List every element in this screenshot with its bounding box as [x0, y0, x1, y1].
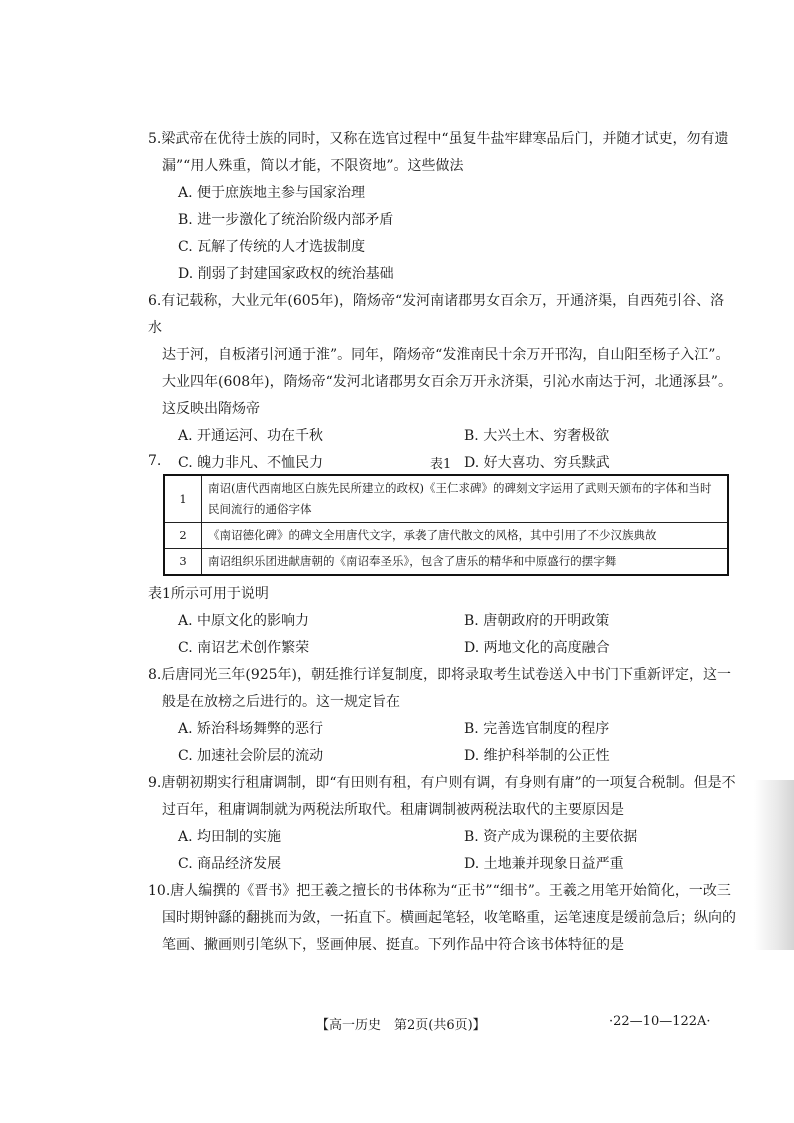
q8-option-d[interactable]: D. 维护科举制的公正性: [464, 748, 610, 764]
q6-options-row1: [148, 423, 738, 450]
q5-option-c[interactable]: C. 瓦解了传统的人才选拔制度: [178, 239, 366, 255]
q7-option-d[interactable]: D. 两地文化的高度融合: [464, 640, 610, 656]
q10-stem-line2: 国时期钟繇的翻挑而为敛，一拓直下。横画起笔轻，收笔略重，运笔速度是缓前急后；纵向的: [162, 910, 736, 926]
table-1-title: 表1: [430, 457, 452, 472]
question-8: [148, 662, 738, 770]
question-9: [148, 770, 738, 878]
table-row: [164, 475, 728, 523]
q8-stem-line2: 般是在放榜之后进行的。这一规定旨在: [162, 694, 400, 710]
question-5: [148, 126, 738, 288]
q7-options-row1: [148, 608, 738, 635]
q6-stem-line1: 6.有记载称，大业元年(605年)，隋炀帝“发河南诸郡男女百余万，开通济渠，自西苑引谷、洛水: [148, 293, 725, 336]
question-10: [148, 878, 738, 959]
q9-options-row2: [148, 851, 738, 878]
q7-stem: 表1所示可用于说明: [148, 586, 269, 602]
q9-option-d[interactable]: D. 土地兼并现象日益严重: [464, 856, 624, 872]
page-footer-title: 【高一历史 第2页(共6页)】: [316, 1018, 486, 1033]
q7-options-row2: [148, 635, 738, 662]
q5-option-a[interactable]: A. 便于庶族地主参与国家治理: [178, 185, 366, 201]
question-6: [148, 288, 738, 477]
q9-stem-line2: 过百年，租庸调制就为两税法所取代。租庸调制被两税法取代的主要原因是: [162, 802, 624, 818]
q8-options-row2: [148, 743, 738, 770]
q9-option-a[interactable]: A. 均田制的实施: [178, 829, 282, 845]
q7-option-a[interactable]: A. 中原文化的影响力: [178, 613, 310, 629]
table-row-number: 1: [164, 475, 202, 523]
table-row-text: 南诏(唐代西南地区白族先民所建立的政权)《王仁求碑》的碑刻文字运用了武则天颁布的字体和当时民间流行的通俗字体: [202, 475, 729, 523]
q6-option-d[interactable]: D. 好大喜功、穷兵黩武: [464, 455, 610, 471]
q8-options-row1: [148, 716, 738, 743]
table-row-text: 《南诏德化碑》的碑文全用唐代文字，承袭了唐代散文的风格，其中引用了不少汉族典故: [202, 523, 729, 549]
q6-stem-line3: 大业四年(608年)，隋炀帝“发河北诸郡男女百余万开永济渠，引沁水南达于河，北通涿县”。: [162, 374, 732, 390]
q8-stem-line1: 8.后唐同光三年(925年)，朝廷推行详复制度，即将录取考生试卷送入中书门下重新评定，这一: [148, 667, 732, 683]
q10-stem-line3: 笔画、撇画则引笔纵下，竖画伸展、挺直。下列作品中符合该书体特征的是: [162, 937, 624, 953]
q8-option-a[interactable]: A. 矫治科场舞弊的恶行: [178, 721, 324, 737]
page-footer-code: ·22—10—122A·: [609, 1014, 711, 1029]
table-row: [164, 523, 728, 549]
q6-stem-line2: 达于河，自板渚引河通于淮”。同年，隋炀帝“发淮南民十余万开邗沟，自山阳至杨子入江”。: [162, 347, 730, 363]
q7-number: 7.: [148, 453, 162, 469]
q5-stem-line1: 5.梁武帝在优待士族的同时，又称在选官过程中“虽复牛盐牢肆寒品后门，并随才试吏，勿有遗: [148, 131, 729, 147]
scan-shadow: [754, 780, 794, 950]
table-row-number: 2: [164, 523, 202, 549]
table-row-text: 南诏组织乐团进献唐朝的《南诏奉圣乐》，包含了唐乐的精华和中原盛行的摆字舞: [202, 549, 729, 576]
q5-option-d[interactable]: D. 削弱了封建国家政权的统治基础: [178, 266, 394, 282]
table-row-number: 3: [164, 549, 202, 576]
q8-option-b[interactable]: B. 完善选官制度的程序: [464, 721, 610, 737]
question-7-body: [148, 581, 738, 662]
q7-option-c[interactable]: C. 南诏艺术创作繁荣: [178, 640, 310, 656]
q9-stem-line1: 9.唐朝初期实行租庸调制，即“有田则有租，有户则有调，有身则有庸”的一项复合税制。但是不: [148, 775, 736, 791]
table-row: [164, 549, 728, 576]
table-1: [163, 474, 729, 576]
q6-option-c[interactable]: C. 魄力非凡、不恤民力: [178, 455, 324, 471]
q9-option-b[interactable]: B. 资产成为课税的主要依据: [464, 829, 638, 845]
q6-option-a[interactable]: A. 开通运河、功在千秋: [178, 428, 324, 444]
q5-option-b[interactable]: B. 进一步激化了统治阶级内部矛盾: [178, 212, 394, 228]
q9-option-c[interactable]: C. 商品经济发展: [178, 856, 282, 872]
q10-stem-line1: 10.唐人编撰的《晋书》把王羲之擅长的书体称为“正书”“细书”。王羲之用笔开始简化，一改三: [148, 883, 731, 899]
q6-stem-line4: 这反映出隋炀帝: [162, 401, 260, 417]
q8-option-c[interactable]: C. 加速社会阶层的流动: [178, 748, 324, 764]
q6-option-b[interactable]: B. 大兴土木、穷奢极欲: [464, 428, 610, 444]
q9-options-row1: [148, 824, 738, 851]
q7-option-b[interactable]: B. 唐朝政府的开明政策: [464, 613, 610, 629]
q5-stem-line2: 漏”“用人殊重，简以才能，不限资地”。这些做法: [162, 158, 464, 174]
